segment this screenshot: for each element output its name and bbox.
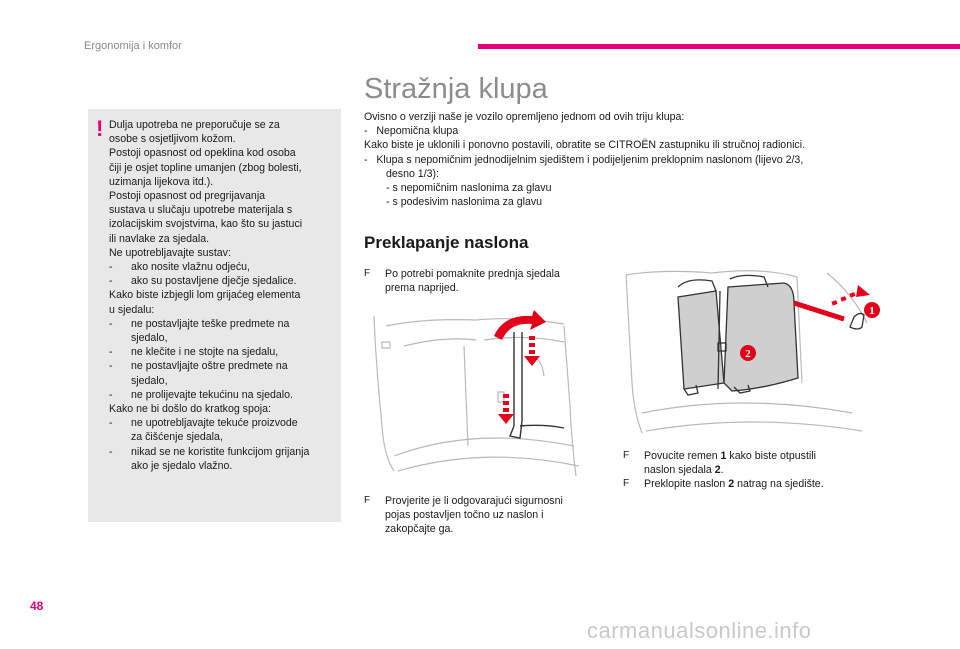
warning-line-text: osobe s osjetljivom kožom. (109, 133, 236, 146)
intro-line: - s nepomičnim naslonima za glavu (386, 182, 552, 195)
exclamation-icon: ! (96, 116, 104, 141)
steps-fold-backrest (623, 449, 883, 492)
list-dash: - (109, 317, 113, 330)
warning-line-text: Postoji opasnost od pregrijavanja (109, 190, 266, 203)
warning-line-text: ne postavljajte oštre predmete na (131, 360, 288, 373)
list-dash: - (109, 346, 113, 359)
step-text (644, 463, 883, 477)
warning-line (109, 317, 335, 331)
warning-line (109, 246, 335, 260)
section-header: Ergonomija i komfor (84, 40, 182, 52)
warning-line-text: sustava u slučaju upotrebe materijala s (109, 204, 293, 217)
ref-number: 2 (728, 478, 735, 491)
warning-line (109, 118, 335, 132)
intro-line: - Klupa s nepomičnim jednodijelnim sjedištem i podijeljenim preklopnim naslonom (lijevo 2/3, (364, 153, 804, 166)
warning-line-text: Kako biste izbjegli lom grijaćeg elementa (109, 289, 301, 302)
warning-line (109, 402, 335, 416)
warning-line (109, 303, 335, 317)
step-text: Po potrebi pomaknite prednja sjedala (385, 268, 560, 280)
step-check-seatbelt (364, 494, 604, 537)
warning-line-text: Dulja upotreba ne preporučuje se za (109, 119, 280, 131)
text-run: kako biste otpustili (726, 450, 816, 462)
intro-line: - s podesivim naslonima za glavu (386, 196, 543, 209)
step-move-front-seats (364, 267, 594, 295)
warning-line (109, 416, 335, 430)
warning-line (109, 345, 335, 359)
step-text: Provjerite je li odgovarajući sigurnosni (385, 495, 563, 507)
warning-line-text: Ne upotrebljavajte sustav: (109, 246, 231, 259)
page-number: 48 (30, 599, 44, 613)
warning-line (109, 217, 335, 231)
warning-line (109, 132, 335, 146)
step-bullet-icon: F (623, 478, 630, 490)
list-dash: - (109, 275, 113, 288)
warning-line-text: ne prolijevajte tekućinu na sjedalo. (131, 388, 293, 401)
section-subtitle: Preklapanje naslona (364, 233, 529, 252)
warning-line (109, 459, 335, 473)
header-accent-bar (478, 44, 960, 49)
warning-line (109, 359, 335, 373)
step-text (644, 477, 883, 491)
warning-line-text: u sjedalu: (109, 303, 155, 316)
warning-line-text: Postoji opasnost od opeklina kod osoba (109, 147, 296, 160)
warning-line-text: sjedalo, (131, 332, 168, 345)
step-bullet-icon: F (364, 495, 371, 506)
warning-line (109, 203, 335, 217)
intro-line: Ovisno o verziji naše je vozilo opremljeno jednom od ovih triju klupa: (364, 111, 685, 123)
warning-line-text: sjedalo, (131, 374, 168, 387)
text-run: Povucite remen (644, 450, 721, 462)
watermark: carmanualsonline.info (587, 618, 812, 643)
text-run: Preklopite naslon (644, 478, 729, 491)
warning-line (109, 260, 335, 274)
warning-line-text: ili navlake za sjedala. (109, 232, 210, 245)
text-run: natrag na sjedište. (734, 478, 824, 491)
warning-line-text: nikad se ne koristite funkcijom grijanja (131, 445, 310, 458)
list-dash: - (109, 445, 113, 458)
warning-line (109, 161, 335, 175)
callout-1: 1 (869, 305, 875, 317)
page-title: Stražnja klupa (364, 73, 548, 105)
step-text: prema naprijed. (385, 282, 459, 295)
text-run: . (720, 464, 724, 477)
warning-line (109, 288, 335, 302)
intro-text (364, 110, 884, 209)
warning-line (109, 274, 335, 288)
warning-line-text: ne upotrebljavajte tekuće proizvode (131, 417, 298, 430)
callout-2: 2 (745, 348, 751, 360)
warning-line-text: ako je sjedalo vlažno. (131, 459, 233, 472)
step-text (644, 449, 883, 463)
warning-line-text: izolacijskim svojstvima, kao što su jastuci (109, 218, 303, 231)
warning-line-text: za čišćenje sjedala, (131, 431, 223, 444)
warning-line (109, 146, 335, 160)
warning-line-text: Kako ne bi došlo do kratkog spoja: (109, 403, 271, 416)
intro-line: Kako biste je uklonili i ponovno postavili, obratite se CITROËN zastupniku ili stručnoj radionici. (364, 139, 806, 152)
step-fold-back (623, 477, 883, 491)
warning-line-text: ne klečite i ne stojte na sjedalu, (131, 346, 279, 359)
step-bullet-icon: F (623, 450, 630, 461)
warning-line-text: ne postavljajte teške predmete na (131, 317, 290, 330)
text-run: naslon sjedala (644, 464, 715, 477)
warning-line (109, 374, 335, 388)
warning-line (109, 430, 335, 444)
warning-line-text: uzimanja lijekova itd.). (109, 175, 214, 188)
seat-fold-illustration (622, 263, 884, 441)
warning-line (109, 175, 335, 189)
warning-text (109, 118, 335, 473)
warning-line-text: ako su postavljene dječje sjedalice. (131, 275, 297, 288)
step-text: zakopčajte ga. (385, 523, 454, 536)
list-dash: - (109, 417, 113, 430)
seatbelt-illustration (364, 306, 592, 484)
warning-line-text: ako nosite vlažnu odjeću, (131, 261, 250, 274)
list-dash: - (109, 388, 113, 401)
step-bullet-icon: F (364, 268, 371, 279)
step-text: pojas postavljen točno uz naslon i (385, 509, 544, 522)
ref-number: 1 (720, 450, 727, 462)
warning-line (109, 445, 335, 459)
warning-line (109, 388, 335, 402)
intro-line: desno 1/3): (386, 167, 440, 180)
warning-line (109, 331, 335, 345)
list-dash: - (109, 360, 113, 373)
list-dash: - (109, 261, 113, 274)
ref-number: 2 (714, 464, 721, 477)
warning-line-text: čiji je osjet topline umanjen (zbog bolesti, (109, 161, 302, 174)
intro-line: - Nepomična klupa (364, 125, 459, 138)
warning-line (109, 232, 335, 246)
warning-line (109, 189, 335, 203)
step-pull-strap (623, 449, 883, 477)
